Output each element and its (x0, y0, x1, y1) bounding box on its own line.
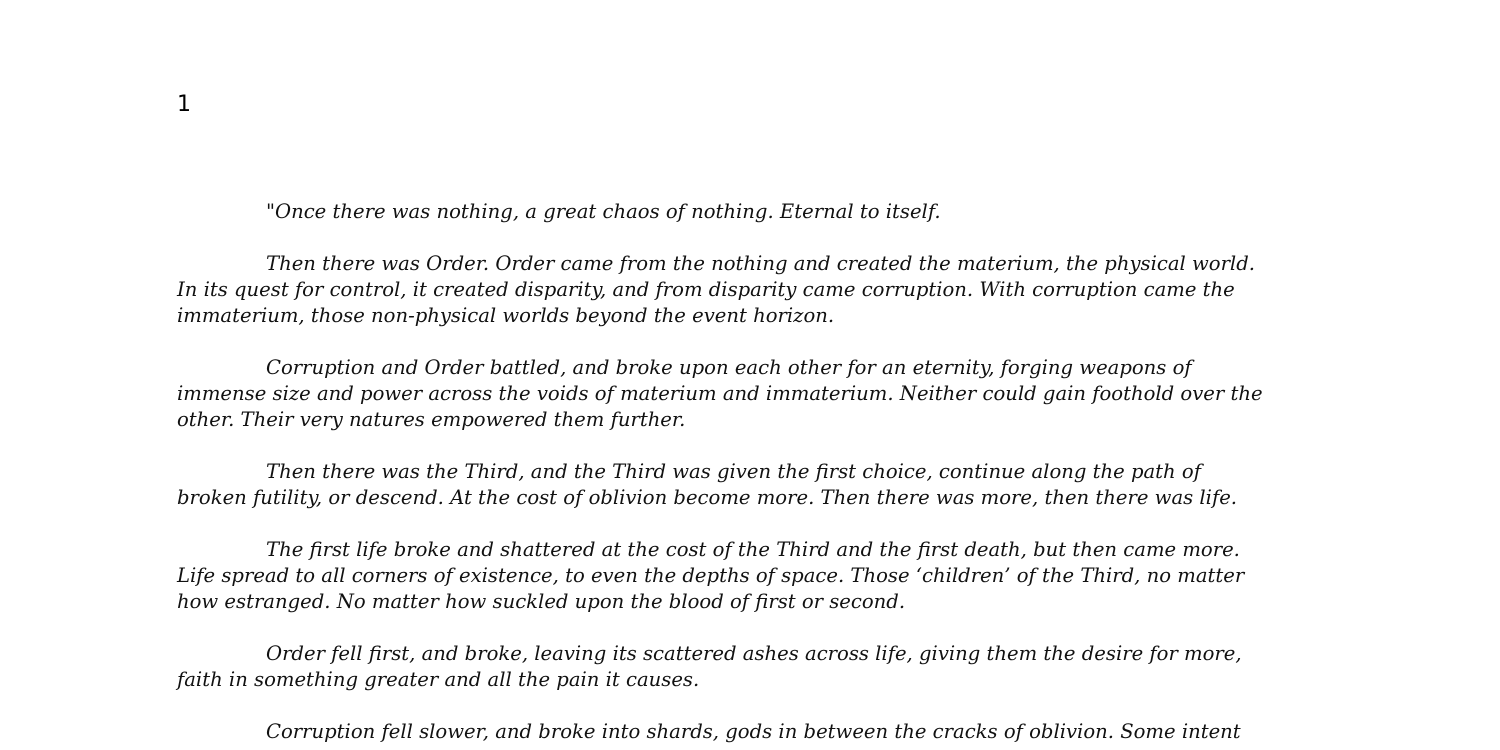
text-line: "Once there was nothing, a great chaos of nothing. Eternal to itself. (266, 200, 941, 223)
text-line: Corruption and Order battled, and broke upon each other for an eternity, forging weapons of (266, 356, 1192, 379)
text-line: Order fell first, and broke, leaving its scattered ashes across life, giving them the desire for more, (266, 642, 1242, 665)
text-line: immense size and power across the voids of materium and immaterium. Neither could gain foothold over the (177, 382, 1263, 405)
text-line: Corruption fell slower, and broke into shards, gods in between the cracks of oblivion. Some intent (266, 720, 1241, 743)
text-line: how estranged. No matter how suckled upon the blood of first or second. (177, 590, 906, 613)
paragraph (177, 355, 1327, 433)
text-line: Then there was Order. Order came from the nothing and created the materium, the physical world. (266, 252, 1255, 275)
paragraph (177, 199, 1327, 225)
text-line: In its quest for control, it created disparity, and from disparity came corruption. With corruption came the (177, 278, 1235, 301)
text-line: immaterium, those non-physical worlds beyond the event horizon. (177, 304, 835, 327)
page-number: 1 (177, 92, 191, 117)
text-line: other. Their very natures empowered them further. (177, 408, 686, 431)
paragraph (177, 459, 1327, 511)
text-line: faith in something greater and all the pain it causes. (177, 668, 700, 691)
text-line: The first life broke and shattered at the cost of the Third and the first death, but then came more. (266, 538, 1240, 561)
text-line: Then there was the Third, and the Third was given the first choice, continue along the path of (266, 460, 1201, 483)
text-line: Life spread to all corners of existence, to even the depths of space. Those ‘children’ of the Third, no matter (177, 564, 1245, 587)
paragraph (177, 251, 1327, 329)
text-line: broken futility, or descend. At the cost of oblivion become more. Then there was more, then there was life. (177, 486, 1238, 509)
paragraph (177, 719, 1327, 745)
paragraph (177, 641, 1327, 693)
body-text (177, 199, 1327, 750)
paragraph (177, 537, 1327, 615)
